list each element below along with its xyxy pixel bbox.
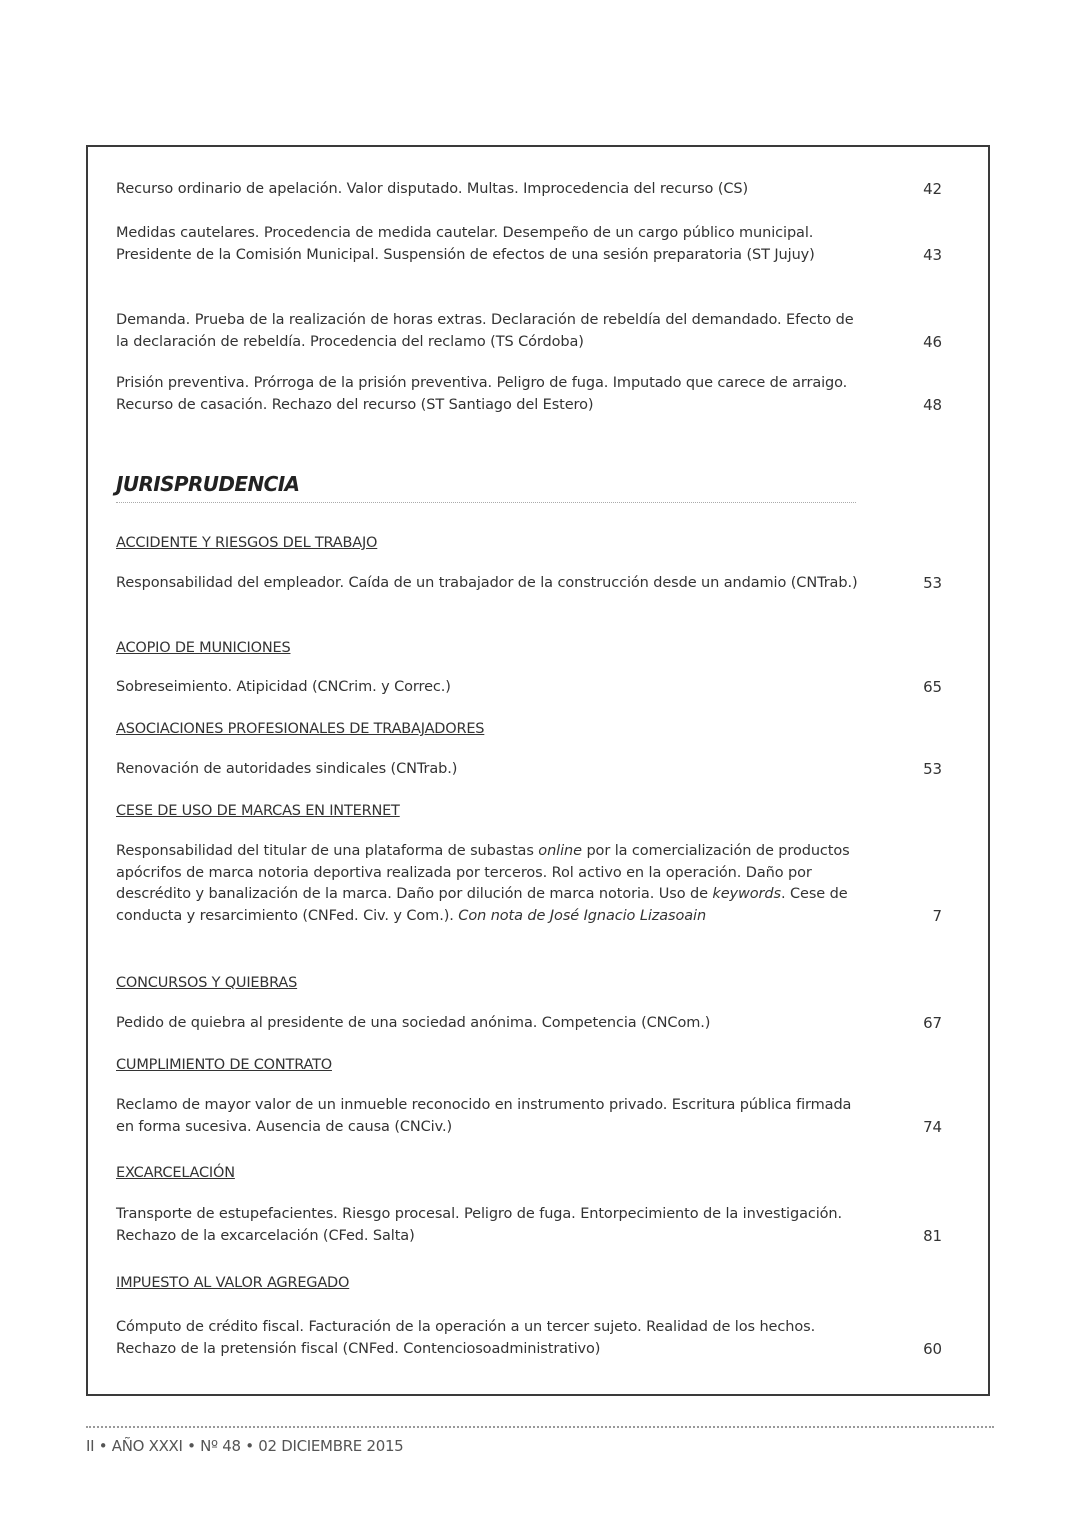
entry-text: Prisión preventiva. Prórroga de la prisión preventiva. Peligro de fuga. Imputado que carece de arraigo. Recurso de casación. Rechazo del recurso (ST Santiago del Estero) (116, 375, 848, 413)
category-title: CESE DE USO DE MARCAS EN INTERNET (116, 803, 400, 819)
page-footer: II • AÑO XXXI • Nº 48 • 02 DICIEMBRE 2015 (86, 1437, 404, 1455)
index-entry (116, 179, 942, 201)
index-entry (116, 759, 942, 781)
entry-page: 53 (923, 760, 942, 778)
entry-text: Medidas cautelares. Procedencia de medida cautelar. Desempeño de un cargo público municipal. Presidente de la Comisión Municipal. Suspensión de efectos de una sesión preparatoria (ST Jujuy) (116, 225, 815, 263)
entry-text-part: por la comercialización de productos apócrifos de marca notoria deportiva realizada por terceros. Rol activo en la operación. Daño por descrédito y banalización de la marca. Daño por dilución de marca notoria. Uso de (116, 843, 850, 902)
entry-page: 43 (923, 245, 942, 264)
entry-page: 46 (923, 332, 942, 351)
entry-text: Demanda. Prueba de la realización de horas extras. Declaración de rebeldía del demandado. Efecto de la declaración de rebeldía. Procedencia del reclamo (TS Córdoba) (116, 312, 854, 350)
entry-text-italic: online (538, 843, 582, 859)
entry-page: 81 (923, 1226, 942, 1245)
footer-rule (86, 1426, 994, 1428)
index-entry (116, 310, 942, 353)
index-entry (116, 373, 942, 416)
index-entry (116, 1317, 942, 1360)
entry-page: 53 (923, 574, 942, 592)
category-title: IMPUESTO AL VALOR AGREGADO (116, 1275, 350, 1291)
index-entry (116, 573, 942, 595)
category-title: EXCARCELACIÓN (116, 1165, 235, 1181)
entry-page: 65 (923, 678, 942, 696)
entry-text: Recurso ordinario de apelación. Valor disputado. Multas. Improcedencia del recurso (CS) (116, 181, 749, 197)
index-entry (116, 1204, 942, 1247)
entry-page: 60 (923, 1339, 942, 1358)
entry-text: Renovación de autoridades sindicales (CNTrab.) (116, 761, 458, 777)
entry-text: Pedido de quiebra al presidente de una sociedad anónima. Competencia (CNCom.) (116, 1015, 711, 1031)
entry-text (116, 841, 858, 927)
entry-page: 48 (923, 395, 942, 414)
index-entry (116, 841, 942, 927)
index-entry (116, 1095, 942, 1138)
section-title: JURISPRUDENCIA (116, 472, 856, 503)
index-entry (116, 1013, 942, 1035)
entry-text: Sobreseimiento. Atipicidad (CNCrim. y Correc.) (116, 679, 451, 695)
category-title: CUMPLIMIENTO DE CONTRATO (116, 1057, 332, 1073)
entry-text: Responsabilidad del empleador. Caída de un trabajador de la construcción desde un andamio (CNTrab.) (116, 575, 858, 591)
entry-note-author: Con nota de José Ignacio Lizasoain (458, 907, 707, 924)
index-entry (116, 223, 942, 266)
entry-text-italic: keywords (712, 886, 781, 902)
category-title: ACCIDENTE Y RIESGOS DEL TRABAJO (116, 535, 378, 551)
entry-text: Transporte de estupefacientes. Riesgo procesal. Peligro de fuga. Entorpecimiento de la investigación. Rechazo de la excarcelación (CFed. Salta) (116, 1206, 843, 1244)
entry-text: Cómputo de crédito fiscal. Facturación de la operación a un tercer sujeto. Realidad de los hechos. Rechazo de la pretensión fiscal (CNFed. Contenciosoadministrativo) (116, 1319, 816, 1357)
entry-page: 74 (923, 1117, 942, 1136)
category-title: CONCURSOS Y QUIEBRAS (116, 975, 298, 991)
entry-text: Reclamo de mayor valor de un inmueble reconocido en instrumento privado. Escritura pública firmada en forma sucesiva. Ausencia de causa (CNCiv.) (116, 1097, 852, 1135)
category-title: ACOPIO DE MUNICIONES (116, 640, 291, 656)
index-entry (116, 677, 942, 699)
entry-page: 42 (923, 180, 942, 198)
entry-text-part: . Cese de conducta y resarcimiento (CNFed. Civ. y Com.). (116, 886, 848, 924)
entry-page: 7 (932, 906, 942, 925)
entry-page: 67 (923, 1014, 942, 1032)
category-title: ASOCIACIONES PROFESIONALES DE TRABAJADORES (116, 721, 485, 737)
entry-text-part: Responsabilidad del titular de una plataforma de subastas (116, 843, 539, 859)
